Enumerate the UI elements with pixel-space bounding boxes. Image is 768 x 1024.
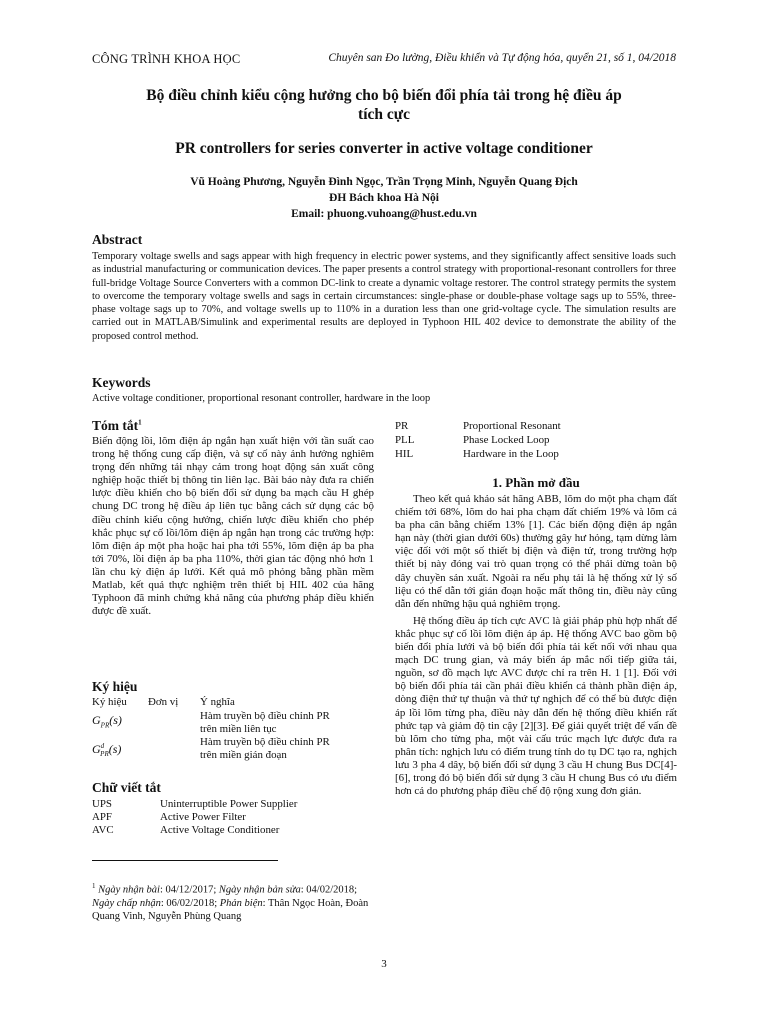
kyhieu-desc-1-line2: trên miền liên tục	[200, 723, 277, 735]
abbrev-avc-full: Active Voltage Conditioner	[160, 824, 280, 836]
symbol-gpr-continuous	[92, 714, 122, 732]
keywords-text: Active voltage conditioner, proportional resonant controller, hardware in the loop	[92, 393, 431, 404]
footnote-value-revised: : 04/02/2018;	[300, 884, 358, 896]
footnote-label-received: Ngày nhận bài	[98, 884, 160, 896]
footnote-ref: 1	[138, 418, 142, 427]
page-number: 3	[381, 958, 387, 970]
tomtat-heading-text: Tóm tắt	[92, 418, 139, 433]
kyhieu-desc-2	[200, 736, 330, 762]
symbol-sub: PR	[100, 750, 109, 759]
author-affiliation: ĐH Bách khoa Hà Nội	[329, 192, 439, 204]
abstract-heading: Abstract	[92, 232, 143, 247]
symbol-sup: d	[100, 742, 105, 750]
footnote-label-reviewers: Phản biện	[219, 897, 263, 909]
abbrev-pr-full: Proportional Resonant	[463, 420, 561, 432]
keywords-heading: Keywords	[92, 375, 151, 390]
kyhieu-desc-1	[200, 710, 330, 736]
author-block	[92, 174, 676, 222]
title-vi-line2: tích cực	[358, 106, 410, 123]
abstract-text: Temporary voltage swells and sags appear with high frequency in electric power systems, and they significantly affect sensitive loads such as industrial manufacturing or communication devices. The paper presents a control strategy with proportional-resonant controllers for three full-bridge Voltage Source Converters with a common DC-link to create a dynamic voltage restorer. The control strategy permits the system to overcome the temporary voltage swells and sags in certain circumstances: single-phase or double-phase voltage sags up to 55%, three-phase voltage sags up to 70%, and voltage swells up to 110% in a duration less than one grid-voltage cycle. The simulation results are carried out in MATLAB/Simulink and experimental results are deployed in Typhoon HIL 402 device to demonstrate the ability of the proposed control method.	[92, 251, 676, 342]
footnote-label-accepted: Ngày chấp nhận	[92, 897, 161, 909]
author-email: Email: phuong.vuhoang@hust.edu.vn	[291, 208, 477, 220]
journal-citation: Chuyên san Đo lường, Điều khiển và Tự động hóa, quyển 21, số 1, 04/2018	[328, 52, 676, 64]
symbol-sub: PR	[100, 721, 110, 730]
symbol-arg: (s)	[108, 742, 122, 756]
footnote	[92, 880, 374, 923]
abbrev-ups: UPS	[92, 798, 112, 810]
author-names: Vũ Hoàng Phương, Nguyễn Đình Ngọc, Trần Trọng Minh, Nguyễn Quang Địch	[190, 176, 578, 188]
title-vi-line1: Bộ điều chỉnh kiểu cộng hưởng cho bộ biến đổi phía tải trong hệ điều áp	[146, 87, 622, 104]
tomtat-text: Biến động lồi, lõm điện áp ngắn hạn xuất hiện với tần suất cao trong hệ thống cung cấp điện, và sự cố này ảnh hưởng nghiêm trọng đến những tải nhạy cảm trong hoạt động sản xuất công nghiệp hoặc thiết bị thông tin liên lạc. Bài báo này đưa ra chiến lược điều khiển cho bộ biến đổi sử dụng ba mạch cầu H ghép chung DC trong hệ điều áp liên tục bằng cách sử dụng các bộ điều chỉnh kiểu cộng hưởng, chiến lược điều khiển cho phép khắc phục sự cố lồi/lõm điện áp ngắn hạn trong các trường hợp: lõm điện áp một pha hoặc hai pha tới 55%, lõm điện áp ba pha tới 70%, lồi điện áp ba pha 110%, thời gian tác động nhỏ hơn 1 lần chu kỳ điện áp lưới. Kết quả mô phỏng bằng phần mềm Matlab, kết quả thực nghiệm trên thiết bị HIL 402 của hãng Typhoon đã minh chứng khả năng của phương pháp điều khiển được đề xuất.	[92, 435, 374, 618]
title-english: PR controllers for series converter in active voltage conditioner	[175, 140, 593, 157]
abbrev-pll: PLL	[395, 434, 415, 446]
kyhieu-desc-2-line2: trên miền gián đoạn	[200, 749, 287, 761]
abbrev-avc: AVC	[92, 824, 114, 836]
abbrev-apf: APF	[92, 811, 112, 823]
abbrev-apf-full: Active Power Filter	[160, 811, 246, 823]
footnote-value-received: : 04/12/2017;	[159, 884, 219, 896]
abbrev-heading: Chữ viết tắt	[92, 780, 161, 795]
abbrev-pr: PR	[395, 420, 409, 432]
section1-paragraph-2: Hệ thống điều áp tích cực AVC là giải pháp phù hợp nhất để khắc phục sự cố lồi lõm điện áp áp. Hệ thống AVC bao gồm bộ biến đổi phía lưới và bộ biến đổi phía tải kết nối với nhau qua mạch DC trung gian, và máy biến áp mắc nối tiếp giữa tải, nguồn, sơ đồ mạch lực AVC được chỉ ra trên H. 1 [1]. Đối với bộ biến đổi phía tải cần phải điều khiển cả thành phần điện áp, dòng điện thứ tự thuận và thứ tự nghịch để có thể bù được điện áp lồi lõm từng pha, điều này dẫn đến hệ thống điều khiển rất phức tạp và giảm độ tin cậy [2][3]. Để giải quyết triệt để vấn đề bù lõm cho từng pha, một vài cấu trúc mạch lực được đưa ra phân tích: nghịch lưu có điểm trung tính do tụ DC tạo ra, nghịch lưu 3 pha 4 dây, bộ biến đổi sử dụng 3 cầu H chung Bus DC[4]-[6], trong đó bộ biến đổi sử dụng 3 cầu H chung Bus có ưu điểm hơn cả do phương pháp điều chế độ rộng xung đơn giản.	[395, 614, 677, 798]
abbrev-ups-full: Uninterruptible Power Supplier	[160, 798, 298, 810]
symbol-arg: (s)	[109, 713, 122, 727]
kyhieu-desc-1-line1: Hàm truyền bộ điều chỉnh PR	[200, 710, 330, 722]
footnote-mark: 1	[92, 882, 96, 890]
section1-heading: 1. Phần mở đầu	[492, 475, 580, 490]
symbol-base: G	[92, 713, 101, 727]
kyhieu-col-unit: Đơn vị	[148, 696, 179, 708]
abbrev-hil-full: Hardware in the Loop	[463, 448, 559, 460]
tomtat-heading	[92, 418, 142, 434]
abbrev-pll-full: Phase Locked Loop	[463, 434, 550, 446]
section1-body	[395, 493, 677, 802]
section1-paragraph-1: Theo kết quả khảo sát hãng ABB, lõm do một pha chạm đất chiếm tới 68%, lõm do hai pha chạm đất chiếm 19% và lõm cả ba pha cân bằng chiếm 13% [1]. Các biến động điện áp ngắn hạn này (thời gian dưới 60s) thường gây hư hỏng, tạm dừng làm việc đối với một số thiết bị điện và điện tử, trong trường hợp thiết bị này đóng vai trò quan trọng có thể phải dừng toàn bộ dây chuyền sản xuất. Ngoài ra nếu phụ tải là hệ thống xử lý số liệu có thể dẫn tới gián đoạn hoặc mất thông tin, điều này cũng dẫn đến những hậu quả nghiêm trọng.	[395, 493, 677, 610]
footnote-rule	[92, 860, 278, 861]
kyhieu-desc-2-line1: Hàm truyền bộ điều chỉnh PR	[200, 736, 330, 748]
title-vietnamese	[92, 86, 676, 124]
symbol-base: G	[92, 742, 101, 756]
journal-section-label: CÔNG TRÌNH KHOA HỌC	[92, 52, 241, 66]
symbol-gpr-discrete	[92, 740, 121, 761]
footnote-value-reviewers: : Thân Ngọc Hoàn, Đoàn Quang Vinh, Nguyễn Phùng Quang	[92, 897, 369, 922]
footnote-value-accepted: : 06/02/2018;	[160, 897, 220, 909]
kyhieu-col-meaning: Ý nghĩa	[200, 696, 235, 708]
footnote-label-revised: Ngày nhận bản sửa	[218, 884, 301, 896]
kyhieu-heading: Ký hiệu	[92, 679, 138, 694]
abbrev-hil: HIL	[395, 448, 414, 460]
kyhieu-col-symbol: Ký hiệu	[92, 696, 127, 708]
